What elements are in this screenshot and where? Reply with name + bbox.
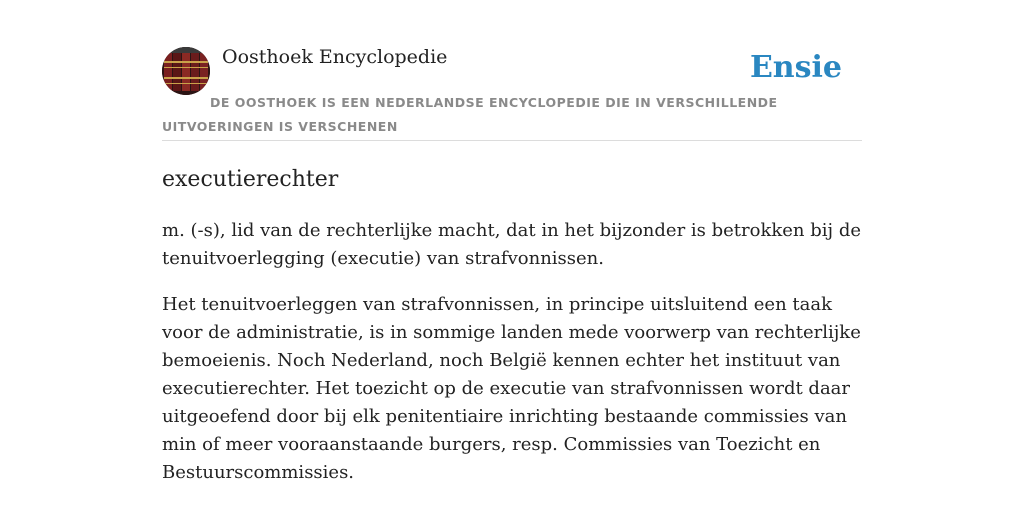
entry-body: Het tenuitvoerleggen van strafvonnissen, in principe uitsluitend een taak voor de administratie, is in sommige landen mede voorwerp van rechterlijke bemoeienis. Noch Nederland, noch België kennen echter het instituut van executierechter. Het toezicht op de executie van strafvonnissen wordt daar uitgeoefend door bij elk penitentiaire inrichting bestaande commissies van min of meer vooraanstaande burgers, resp. Commissies van Toezicht en Bestuurscommissies. [162,294,861,483]
source-title[interactable]: Oosthoek Encyclopedie [222,46,448,68]
brand-logo[interactable]: Ensie [749,50,842,85]
encyclopedia-books-icon[interactable] [162,47,210,95]
page-container [162,44,862,487]
source-header [162,44,862,141]
source-tagline: DE OOSTHOEK IS EEN NEDERLANDSE ENCYCLOPEDIE DIE IN VERSCHILLENDE UITVOERINGEN IS VERSCHENEN [162,95,778,134]
entry-title: executierechter [162,167,339,192]
entry-definition: m. (-s), lid van de rechterlijke macht, dat in het bijzonder is betrokken bij de tenuitvoerlegging (executie) van strafvonnissen. [162,220,861,269]
